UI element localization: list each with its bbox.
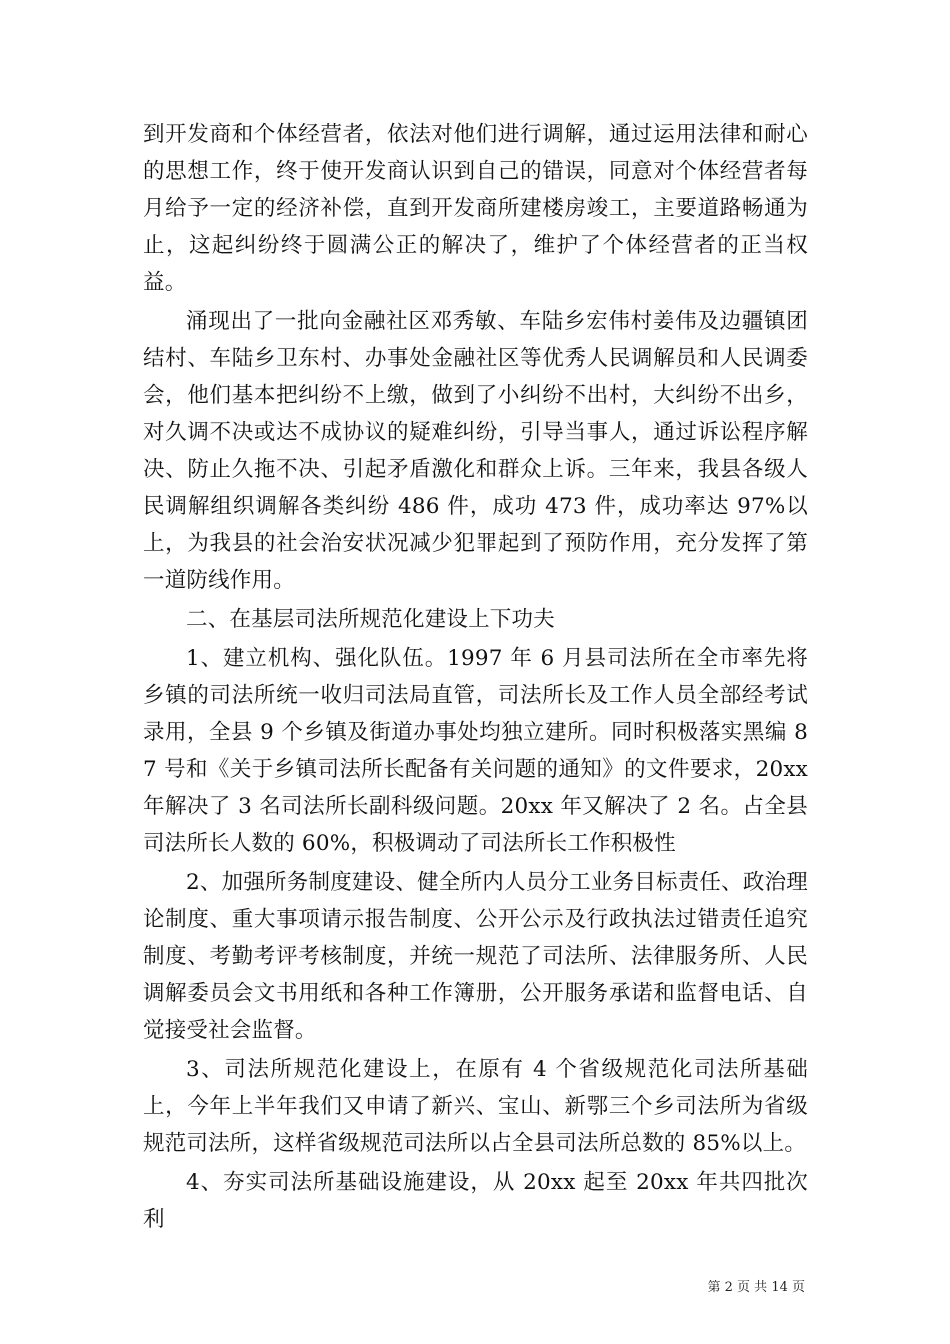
paragraph-exemplary-mediators: 涌现出了一批向金融社区邓秀敏、车陆乡宏伟村姜伟及边疆镇团结村、车陆乡卫东村、办事处金融社区等优秀人民调解员和人民调委会，他们基本把纠纷不上缴，做到了小纠纷不出村，大纠纷不出乡，对久调不决或达不成协议的疑难纠纷，引导当事人，通过诉讼程序解决、防止久拖不决、引起矛盾激化和群众上诉。三年来，我县各级人民调解组织调解各类纠纷 486 件，成功 473 件，成功率达 97%以上，为我县的社会治安状况减少犯罪起到了预防作用，充分发挥了第一道防线作用。 [143, 309, 808, 593]
paragraph-item-2: 2、加强所务制度建设、健全所内人员分工业务目标责任、政治理论制度、重大事项请示报告制度、公开公示及行政执法过错责任追究制度、考勤考评考核制度，并统一规范了司法所、法律服务所、人民调解委员会文书用纸和各种工作簿册，公开服务承诺和监督电话、自觉接受社会监督。 [143, 870, 808, 1043]
page-number-footer: 第 2 页 共 14 页 [707, 1280, 805, 1295]
paragraph-item-1: 1、建立机构、强化队伍。1997 年 6 月县司法所在全市率先将乡镇的司法所统一收归司法局直管，司法所长及工作人员全部经考试录用，全县 9 个乡镇及街道办事处均独立建所。同时积极落实黑编 87 号和《关于乡镇司法所长配备有关问题的通知》的文件要求，20xx 年解决了 3 名司法所长副科级问题。20xx 年又解决了 2 名。占全县司法所长人数的 60%，积极调动了司法所长工作积极性 [143, 646, 808, 856]
paragraph-item-3: 3、司法所规范化建设上，在原有 4 个省级规范化司法所基础上，今年上半年我们又申请了新兴、宝山、新鄂三个乡司法所为省级规范司法所，这样省级规范司法所以占全县司法所总数的 85%以上。 [143, 1057, 808, 1156]
section-heading: 二、在基层司法所规范化建设上下功夫 [186, 607, 555, 632]
paragraph-continuation: 到开发商和个体经营者，依法对他们进行调解，通过运用法律和耐心的思想工作，终于使开发商认识到自己的错误，同意对个体经营者每月给予一定的经济补偿，直到开发商所建楼房竣工，主要道路畅通为止，这起纠纷终于圆满公正的解决了，维护了个体经营者的正当权益。 [143, 122, 808, 295]
document-body [143, 116, 808, 1238]
paragraph-item-4: 4、夯实司法所基础设施建设，从 20xx 起至 20xx 年共四批次利 [143, 1170, 808, 1232]
